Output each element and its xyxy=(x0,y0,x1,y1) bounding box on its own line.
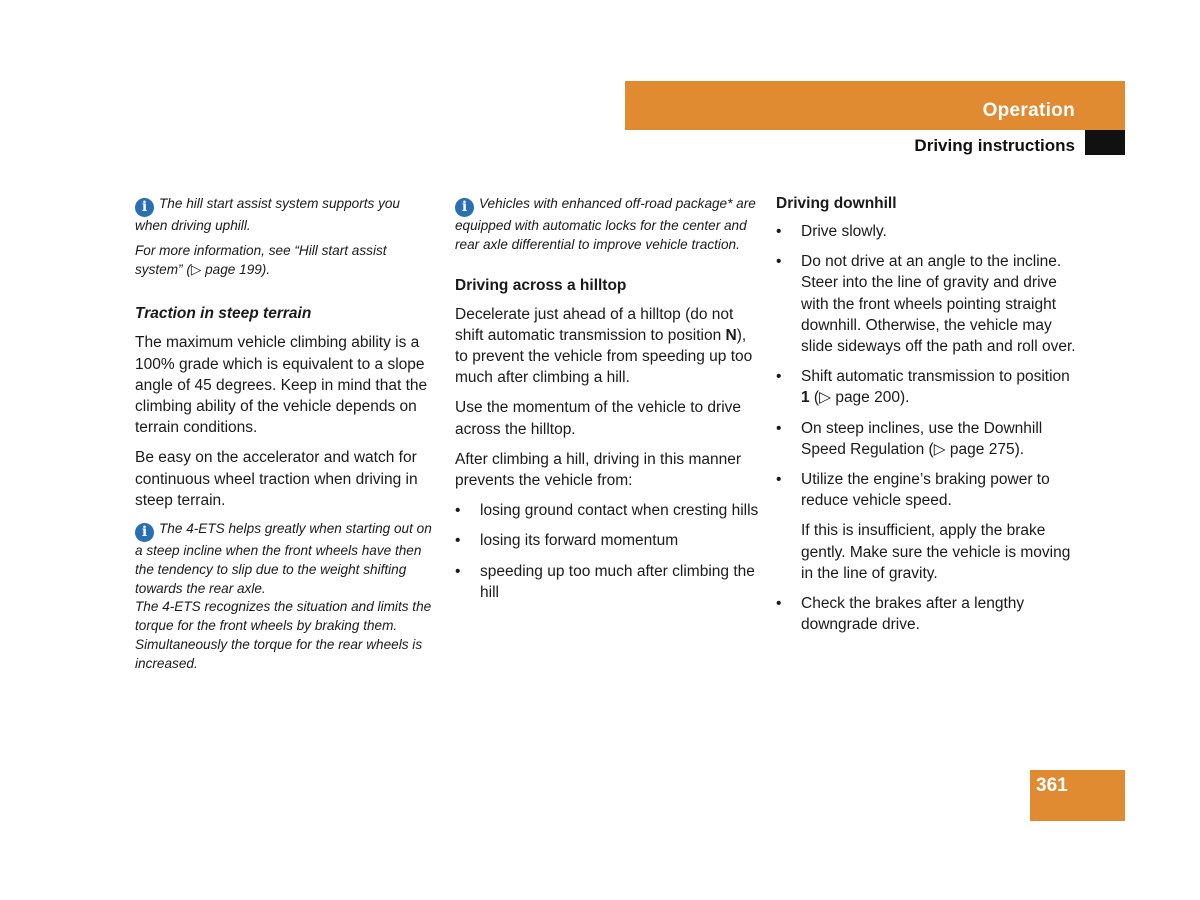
hilltop-bullet-list xyxy=(455,500,760,603)
paragraph-decelerate xyxy=(455,304,760,389)
heading-downhill: Driving downhill xyxy=(776,195,897,212)
bullet: • xyxy=(455,502,461,520)
bullet: • xyxy=(776,471,782,489)
note-4ets-continued: The 4-ETS recognizes the situation and limits the torque for the front wheels by braking them. Simultaneously the torque for the rear wheels is increased. xyxy=(135,599,432,671)
bullet: • xyxy=(776,223,782,240)
downhill-bullet-list xyxy=(776,221,1081,635)
info-icon: i xyxy=(455,198,474,217)
heading-traction: Traction in steep terrain xyxy=(135,305,312,323)
info-note-4ets xyxy=(135,520,435,598)
list-item xyxy=(455,500,760,521)
section-title: Operation xyxy=(982,100,1075,121)
paragraph-climbing-ability: The maximum vehicle climbing ability is a 100% grade which is equivalent to a slope angle of 45 degrees. Keep in mind that the climbing ability of the vehicle depends on terrain conditions. xyxy=(135,334,428,437)
list-item-text: Do not drive at an angle to the incline. Steer into the line of gravity and drive with the front wheels pointing straight downhill. Otherwise, the vehicle may slide sideways off the path and roll over. xyxy=(801,253,1076,356)
list-item-text: On steep inclines, use the Downhill Speed Regulation (▷ page 275). xyxy=(801,419,1043,458)
middle-column xyxy=(455,195,760,612)
gear-position: 1 xyxy=(801,389,810,407)
note-text: The 4-ETS helps greatly when starting out on a steep incline when the front wheels have then the tendency to slip due to the weight shifting towards the rear axle. xyxy=(135,521,432,596)
list-item xyxy=(776,251,1081,357)
paragraph-momentum: Use the momentum of the vehicle to drive across the hilltop. xyxy=(455,399,742,438)
gear-position: N xyxy=(725,326,737,344)
list-item-text: (▷ page 200). xyxy=(809,389,910,407)
bullet: • xyxy=(776,595,782,613)
note-text: Vehicles with enhanced off-road package* are equipped with automatic locks for the center and rear axle differential to improve vehicle traction. xyxy=(455,196,756,252)
list-item-text: Utilize the engine’s braking power to reduce vehicle speed. xyxy=(801,471,1050,510)
subsection-title: Driving instructions xyxy=(914,136,1075,155)
note-text: The hill start assist system supports you when driving uphill. xyxy=(135,196,400,233)
bullet: • xyxy=(455,532,461,550)
page-number: 361 xyxy=(1036,775,1068,796)
list-item xyxy=(776,221,1081,242)
paragraph-prevents: After climbing a hill, driving in this manner prevents the vehicle from: xyxy=(455,450,742,490)
list-item xyxy=(776,469,1081,511)
list-item xyxy=(455,561,760,603)
list-item-text: losing ground contact when cresting hills xyxy=(480,502,759,520)
list-item-text: Check the brakes after a lengthy downgrade drive. xyxy=(801,595,1025,634)
heading-hilltop: Driving across a hilltop xyxy=(455,276,627,294)
list-item xyxy=(776,366,1081,408)
note-reference: For more information, see “Hill start assist system” (▷ page 199). xyxy=(135,242,387,277)
list-item-text: If this is insufficient, apply the brake gently. Make sure the vehicle is moving in the line of gravity. xyxy=(801,522,1071,582)
info-icon: i xyxy=(135,198,154,217)
list-item-text: Drive slowly. xyxy=(801,223,887,240)
info-note-offroad xyxy=(455,195,760,255)
bullet: • xyxy=(455,562,461,580)
info-icon: i xyxy=(135,523,154,542)
info-note-hill-start xyxy=(135,195,435,236)
bullet: • xyxy=(776,419,782,437)
left-column xyxy=(135,195,435,680)
list-item xyxy=(455,530,760,551)
paragraph-accelerator: Be easy on the accelerator and watch for continuous wheel traction when driving in steep terrain. xyxy=(135,449,418,509)
list-item xyxy=(776,418,1081,460)
section-tab-marker xyxy=(1085,130,1125,155)
list-item-continuation xyxy=(776,520,1081,584)
list-item-text: speeding up too much after climbing the hill xyxy=(480,562,755,601)
list-item-text: Shift automatic transmission to position xyxy=(801,368,1070,386)
list-item xyxy=(776,593,1081,635)
bullet: • xyxy=(776,253,782,271)
text-fragment: ), to prevent the vehicle from speeding up too much after climbing a hill. xyxy=(455,326,753,387)
bullet: • xyxy=(776,368,782,386)
right-column xyxy=(776,195,1081,644)
list-item-text: losing its forward momentum xyxy=(480,532,679,550)
text-fragment: Decelerate just ahead of a hilltop (do not shift automatic transmission to position xyxy=(455,305,734,344)
